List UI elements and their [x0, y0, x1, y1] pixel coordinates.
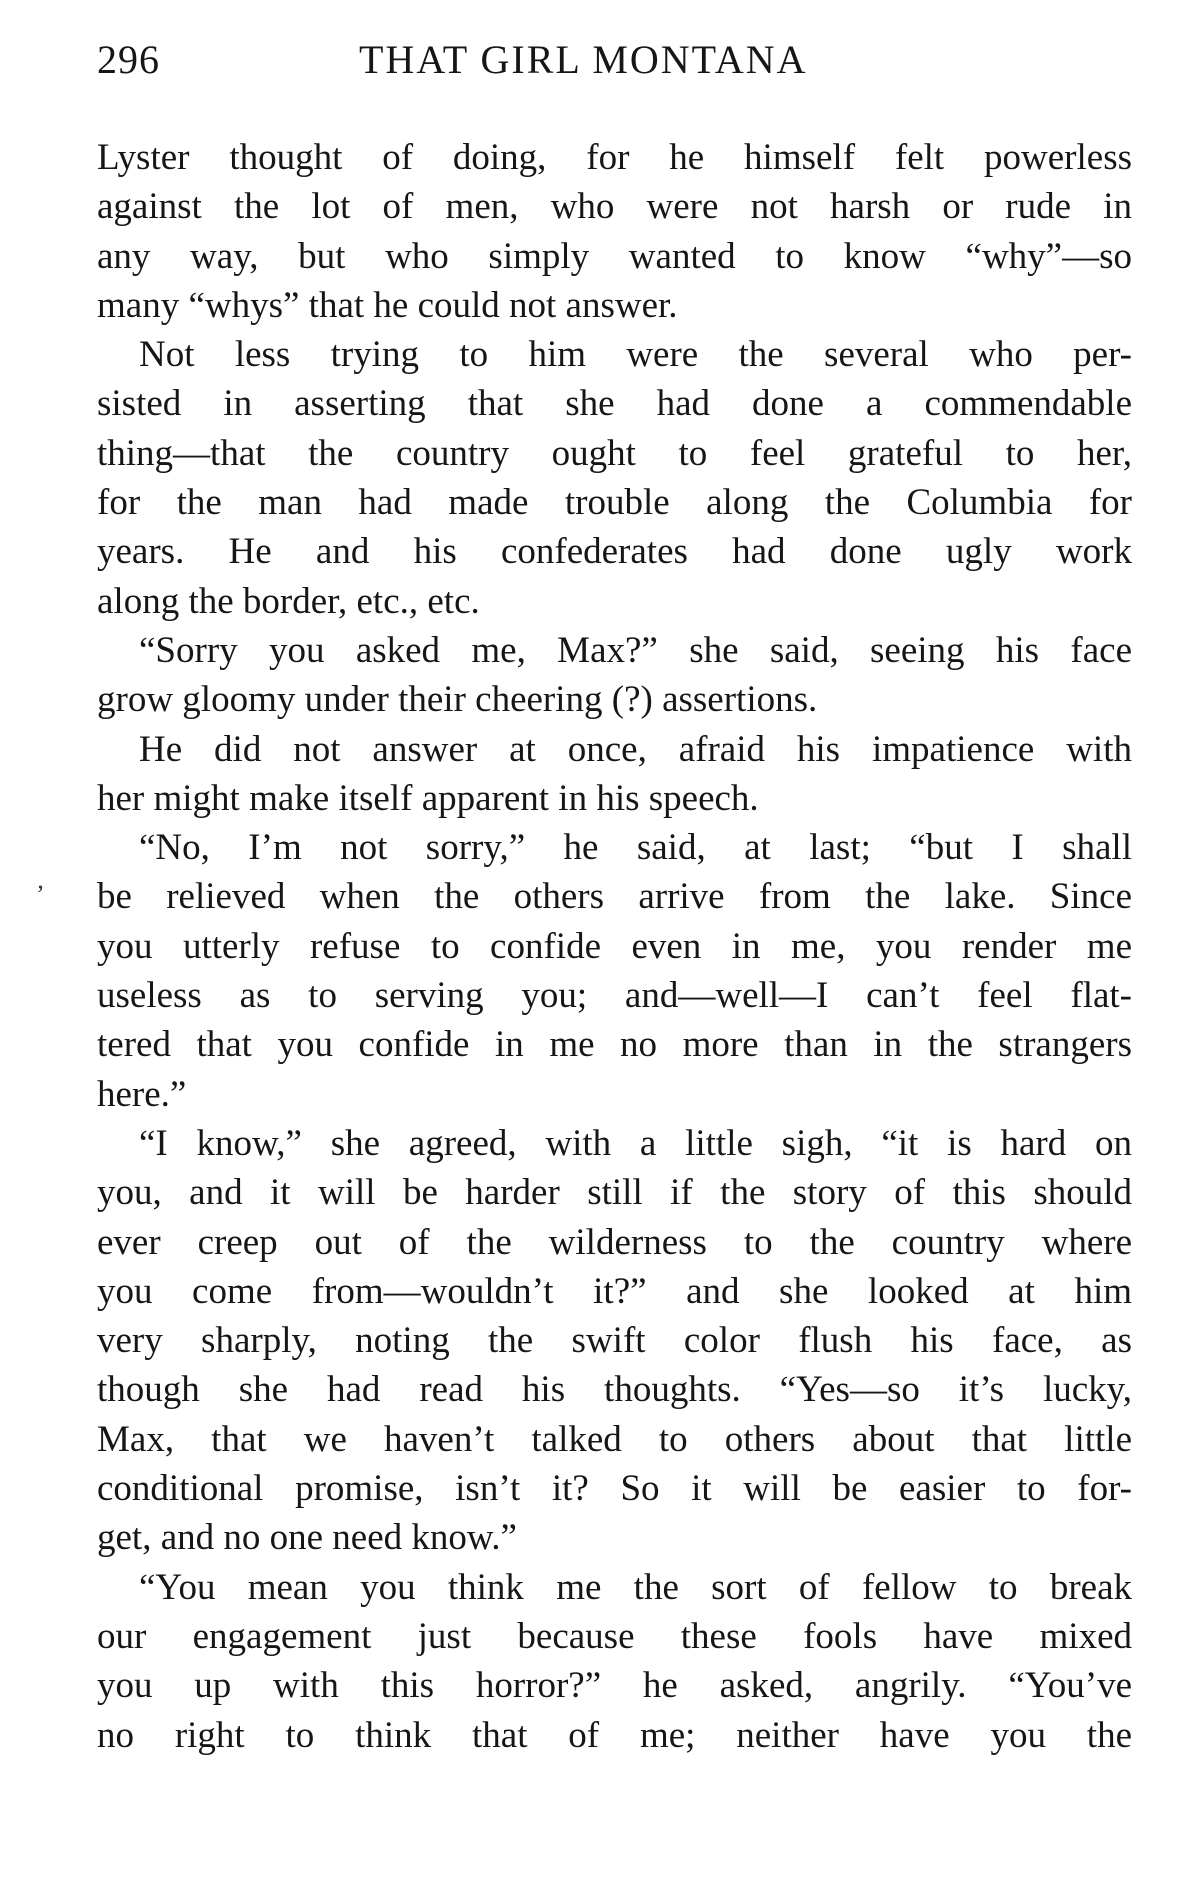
text-line: get, and no one need know.” [97, 1517, 517, 1559]
text-line: “No, I’m not sorry,” he said, at last; “but I shall [139, 827, 1132, 869]
text-line: though she had read his thoughts. “Yes—so it’s lucky, [97, 1369, 1132, 1411]
text-line: “I know,” she agreed, with a little sigh, “it is hard on [139, 1122, 1132, 1164]
text-line: He did not answer at once, afraid his impatience with [139, 728, 1132, 770]
text-line: Lyster thought of doing, for he himself felt powerless [97, 137, 1132, 178]
text-line: be relieved when the others arrive from the lake. Since [97, 876, 1132, 918]
text-line: no right to think that of me; neither have you the [97, 1714, 1132, 1756]
stray-ink-mark: ’ [36, 880, 45, 909]
text-line: grow gloomy under their cheering (?) assertions. [97, 679, 818, 721]
text-line: for the man had made trouble along the Columbia for [97, 482, 1132, 524]
body-text [97, 133, 1132, 1760]
text-line: years. He and his confederates had done ugly work [97, 531, 1132, 573]
text-line: against the lot of men, who were not harsh or rude in [97, 186, 1132, 228]
running-title: THAT GIRL MONTANA [359, 37, 808, 82]
text-line: here.” [97, 1073, 187, 1115]
text-line: conditional promise, isn’t it? So it will be easier to for- [97, 1468, 1132, 1510]
text-line: ever creep out of the wilderness to the country where [97, 1221, 1132, 1263]
text-line: her might make itself apparent in his speech. [97, 777, 759, 819]
page-number: 296 [97, 37, 160, 82]
text-line: “Sorry you asked me, Max?” she said, seeing his face [139, 629, 1132, 671]
text-line: along the border, etc., etc. [97, 580, 480, 622]
text-line: our engagement just because these fools have mixed [97, 1615, 1132, 1657]
text-line: Not less trying to him were the several who per- [139, 334, 1132, 376]
text-line: you, and it will be harder still if the story of this should [97, 1172, 1132, 1214]
text-line: sisted in asserting that she had done a commendable [97, 383, 1132, 425]
text-line: thing—that the country ought to feel grateful to her, [97, 432, 1132, 474]
text-line: you come from—wouldn’t it?” and she looked at him [97, 1270, 1132, 1312]
text-line: you utterly refuse to confide even in me, you render me [97, 925, 1132, 967]
text-line: you up with this horror?” he asked, angrily. “You’ve [97, 1665, 1132, 1707]
text-line: any way, but who simply wanted to know “why”—so [97, 235, 1132, 277]
text-line: Max, that we haven’t talked to others about that little [97, 1418, 1132, 1460]
running-head [97, 36, 1037, 96]
text-line: “You mean you think me the sort of fellow to break [139, 1566, 1132, 1608]
text-line: very sharply, noting the swift color flush his face, as [97, 1320, 1132, 1362]
text-line: tered that you confide in me no more than in the strangers [97, 1024, 1132, 1066]
text-line: many “whys” that he could not answer. [97, 284, 678, 326]
text-line: useless as to serving you; and—well—I can’t feel flat- [97, 975, 1132, 1017]
